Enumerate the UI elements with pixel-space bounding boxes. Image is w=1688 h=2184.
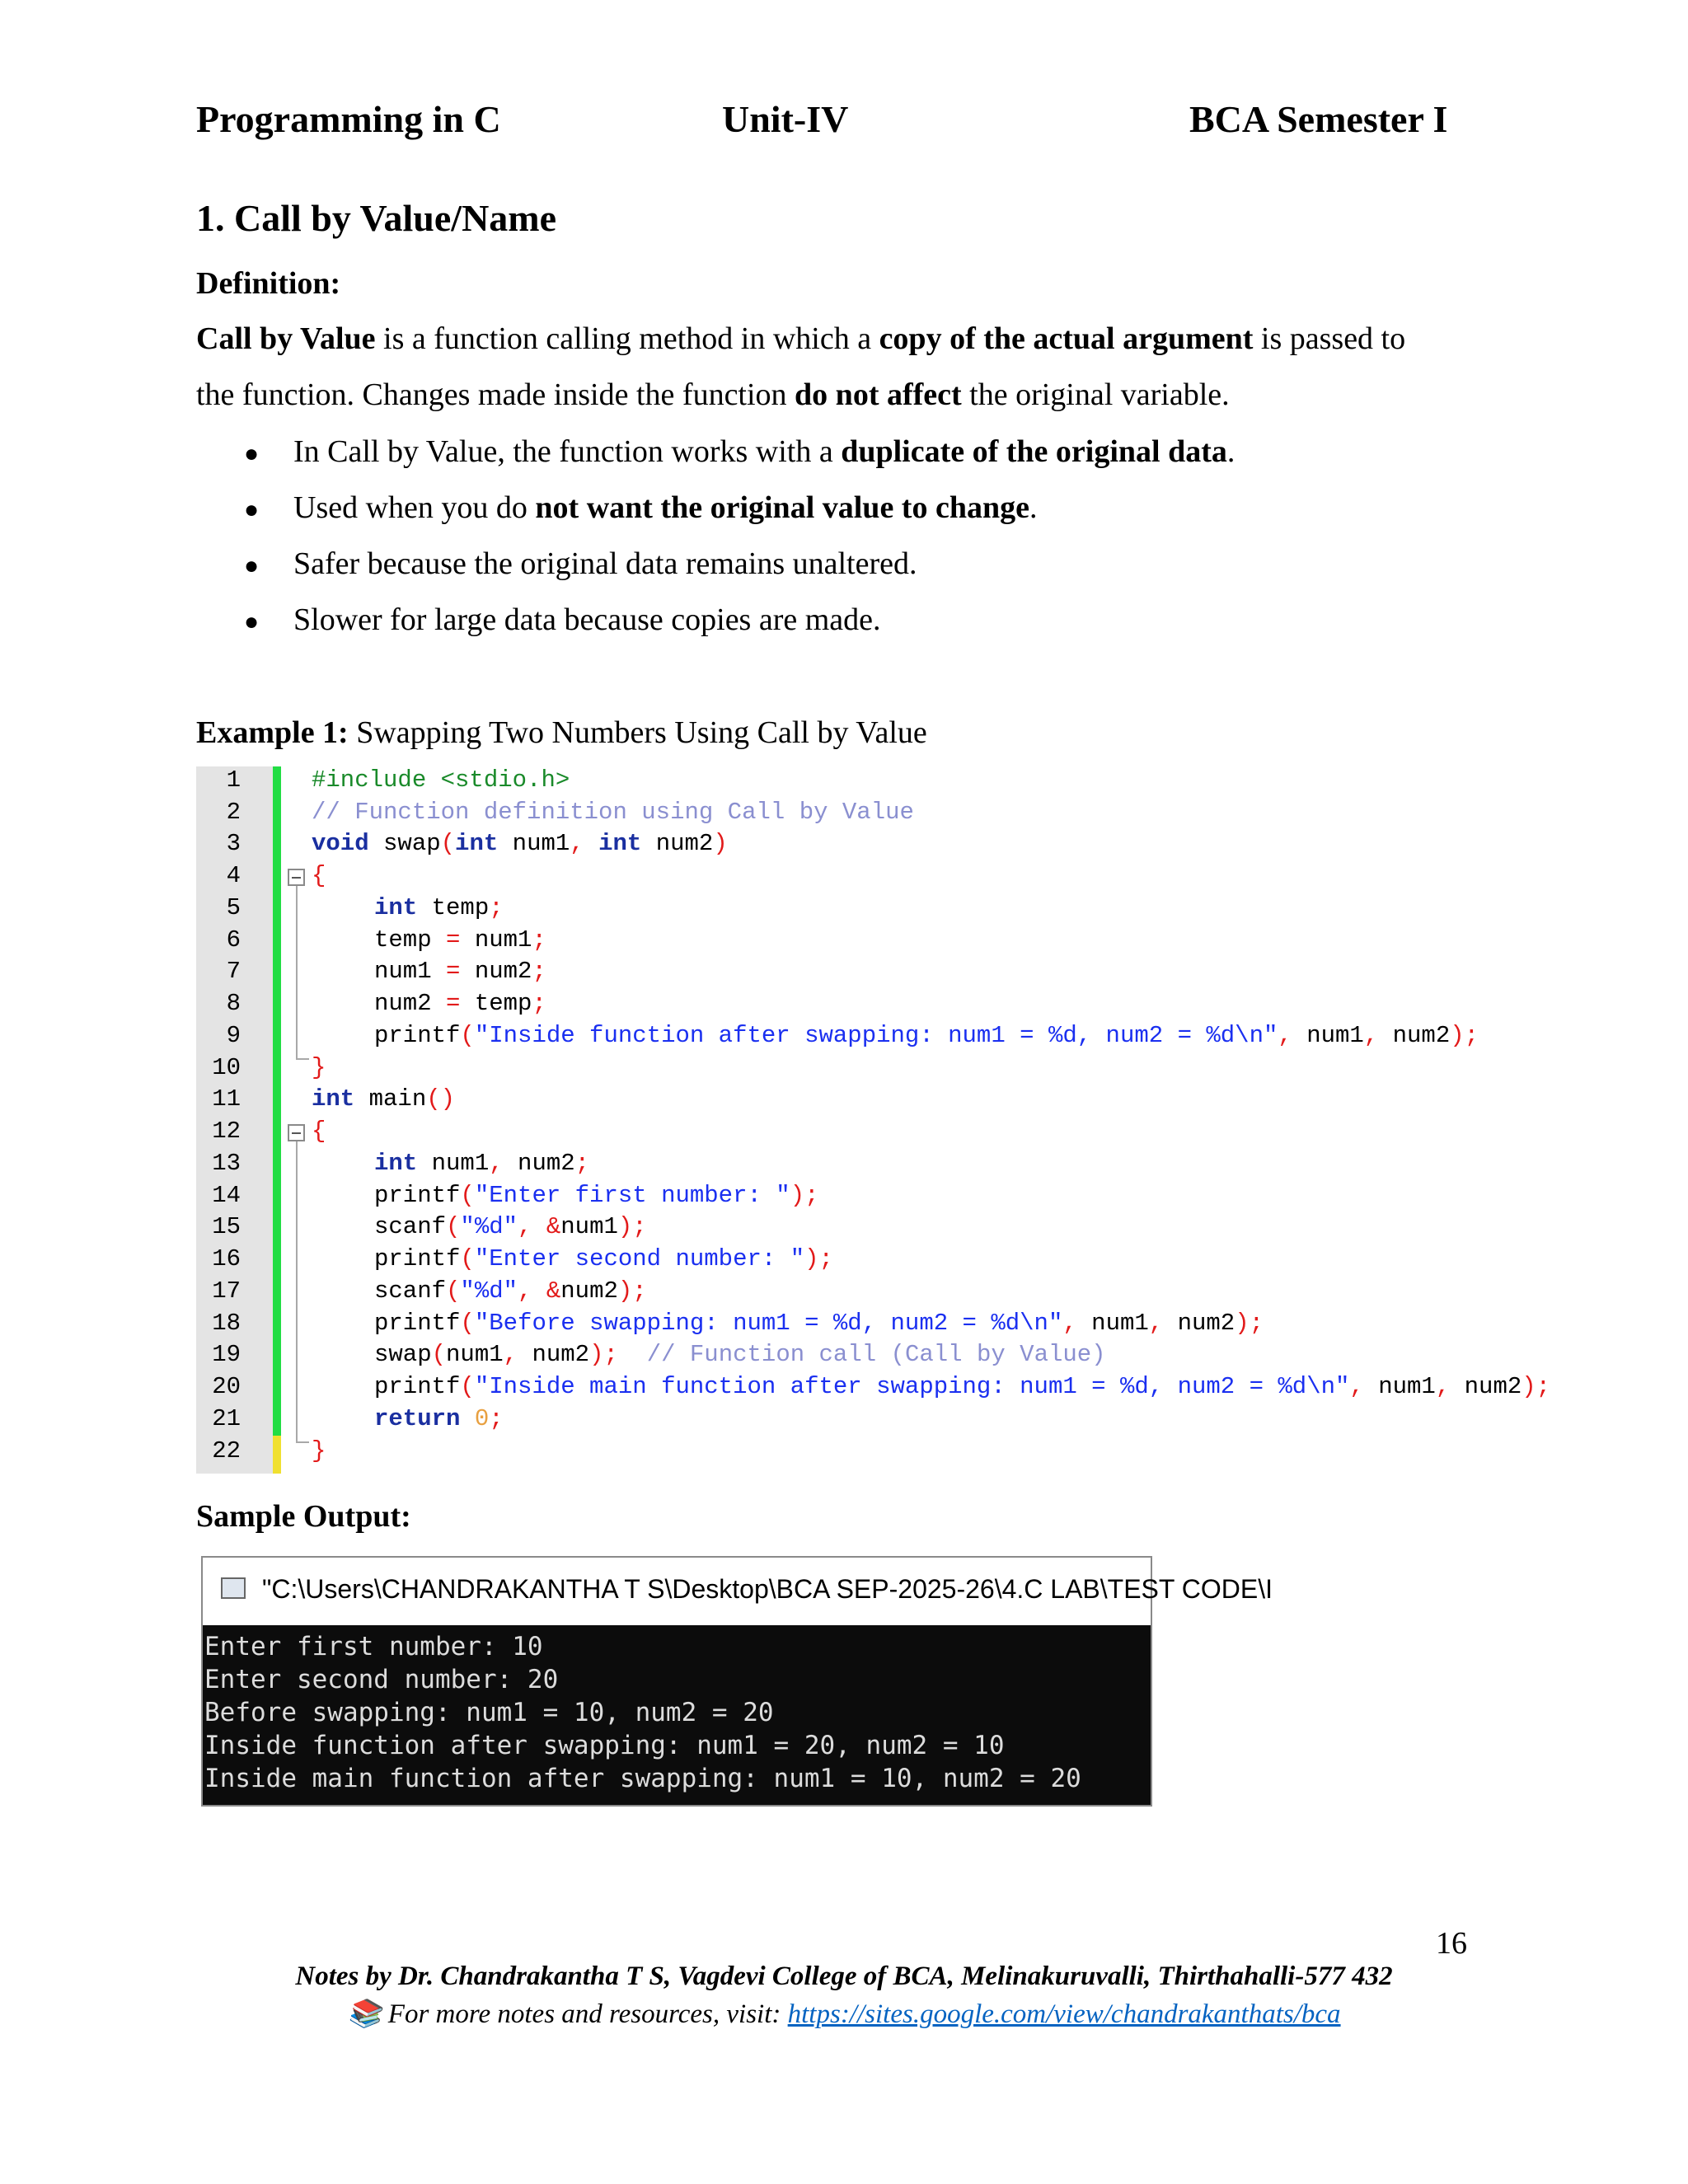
identifier: num1 <box>1292 1022 1364 1049</box>
punct: , <box>1062 1310 1077 1337</box>
header-right: BCA Semester I <box>1189 98 1448 140</box>
identifier: num1 <box>446 1341 504 1368</box>
line-number: 4 <box>226 862 241 889</box>
punct: ); <box>1450 1022 1479 1049</box>
line-number: 22 <box>212 1437 241 1465</box>
operator: = <box>446 958 461 985</box>
line-number: 12 <box>212 1118 241 1145</box>
header-center: Unit-IV <box>722 98 849 140</box>
punct: ); <box>804 1245 833 1272</box>
bullet-dot: ● <box>244 496 260 523</box>
punct: ( <box>460 1182 475 1209</box>
punct: ; <box>532 926 546 954</box>
punct: () <box>426 1085 456 1113</box>
punct: ); <box>589 1341 618 1368</box>
bullet-dot: ● <box>244 608 260 635</box>
line-number: 2 <box>226 799 241 826</box>
identifier: printf <box>374 1310 461 1337</box>
line-number: 21 <box>212 1405 241 1432</box>
code-line-13 <box>374 1150 589 1177</box>
code-line-14 <box>374 1182 819 1209</box>
fold-end <box>296 1047 309 1060</box>
identifier: printf <box>374 1373 461 1400</box>
bullet-item <box>244 490 1037 526</box>
punct: ; <box>489 1405 504 1432</box>
code-line-3 <box>312 830 728 857</box>
code-line-16 <box>374 1245 833 1272</box>
console-output <box>203 1625 1151 1805</box>
console-line: Enter first number: 10 <box>204 1632 543 1661</box>
line-number: 20 <box>212 1373 241 1400</box>
code-line-2: // Function definition using Call by Value <box>312 799 914 826</box>
punct: ( <box>431 1341 447 1368</box>
console-titlebar <box>203 1558 1273 1625</box>
paragraph-line-2 <box>196 379 1498 410</box>
identifier: num1 <box>374 958 447 985</box>
string: "%d" <box>460 1213 518 1240</box>
code-line-19 <box>374 1341 1106 1368</box>
punct: , <box>1148 1310 1164 1337</box>
code-line-9 <box>374 1022 1479 1049</box>
keyword: int <box>374 1150 418 1177</box>
punct: ( <box>460 1310 475 1337</box>
punct: ); <box>617 1277 647 1305</box>
identifier: num1 <box>498 830 570 857</box>
line-number: 9 <box>226 1022 241 1049</box>
code-line-21 <box>374 1405 504 1432</box>
text: Slower for large data because copies are made. <box>293 602 881 637</box>
code-line-5 <box>374 894 504 921</box>
definition-label: Definition: <box>196 266 341 301</box>
bold-text: duplicate of the original data <box>841 434 1227 469</box>
footer-text: For more notes and resources, visit: <box>387 1999 788 2029</box>
punct: , <box>489 1150 504 1177</box>
console-window <box>201 1556 1273 1807</box>
text: Used when you do <box>293 490 536 525</box>
term-call-by-value: Call by Value <box>196 321 376 356</box>
change-bar-yellow <box>273 1436 281 1474</box>
punct: ( <box>460 1022 475 1049</box>
identifier: temp <box>374 926 447 954</box>
line-number: 3 <box>226 830 241 857</box>
identifier: num2 <box>503 1150 575 1177</box>
code-line-17 <box>374 1277 647 1305</box>
string: "Enter first number: " <box>474 1182 790 1209</box>
keyword: return <box>374 1405 461 1432</box>
identifier: swap <box>374 1341 432 1368</box>
code-line-6 <box>374 926 546 954</box>
identifier: scanf <box>374 1213 447 1240</box>
code-line-11 <box>312 1085 455 1113</box>
example-text: Swapping Two Numbers Using Call by Value <box>348 715 927 750</box>
line-number: 7 <box>226 958 241 985</box>
text: the function. Changes made inside the function <box>196 377 795 412</box>
identifier: num2 <box>1450 1373 1522 1400</box>
bullet-dot: ● <box>244 440 260 467</box>
punct: , <box>1349 1373 1364 1400</box>
book-icon: 📚 <box>347 1999 388 2029</box>
code-line-10: } <box>312 1054 326 1081</box>
punct: ; <box>574 1150 590 1177</box>
identifier: printf <box>374 1182 461 1209</box>
line-number: 10 <box>212 1054 241 1081</box>
keyword: int <box>455 830 499 857</box>
code-line-20 <box>374 1373 1550 1400</box>
change-bar-green <box>273 766 281 1436</box>
code-line-18 <box>374 1310 1264 1337</box>
text: . <box>1029 490 1038 525</box>
bullet-item <box>244 602 881 638</box>
punct: ); <box>790 1182 819 1209</box>
identifier: temp <box>460 990 532 1017</box>
fold-end <box>296 1430 309 1443</box>
code-line-7 <box>374 958 546 985</box>
punct: ); <box>617 1213 647 1240</box>
keyword: int <box>312 1085 355 1113</box>
code-line-1: #include <stdio.h> <box>312 766 570 794</box>
text: Safer because the original data remains unaltered. <box>293 546 917 581</box>
example-label: Example 1: <box>196 715 349 750</box>
identifier: printf <box>374 1022 461 1049</box>
operator: = <box>446 926 461 954</box>
header-left: Programming in C <box>196 98 501 140</box>
identifier: num2 <box>1378 1022 1451 1049</box>
punct: ( <box>460 1373 475 1400</box>
text: is a function calling method in which a <box>375 321 879 356</box>
punct: , <box>1363 1022 1379 1049</box>
bold-text: do not affect <box>795 377 962 412</box>
identifier: scanf <box>374 1277 447 1305</box>
notes-site-link[interactable]: https://sites.google.com/view/chandrakanthats/bca <box>787 1999 1341 2029</box>
fold-guide <box>296 886 298 1051</box>
fold-collapse-icon[interactable] <box>288 869 305 886</box>
punct: ( <box>460 1245 475 1272</box>
identifier: num1 <box>460 926 532 954</box>
identifier: temp <box>417 894 490 921</box>
footer-resources <box>0 1998 1688 2030</box>
punct: ; <box>532 958 546 985</box>
string: "Inside main function after swapping: num1 = %d, num2 = %d\n" <box>474 1373 1350 1400</box>
line-number: 19 <box>212 1341 241 1368</box>
punct: ); <box>1522 1373 1551 1400</box>
identifier: num1 <box>560 1213 618 1240</box>
punct: ; <box>532 990 546 1017</box>
line-number: 14 <box>212 1182 241 1209</box>
code-line-12: { <box>312 1118 326 1145</box>
fold-collapse-icon[interactable] <box>288 1124 305 1141</box>
fold-guide <box>296 1141 298 1434</box>
bold-text: not want the original value to change <box>535 490 1029 525</box>
identifier: num2 <box>1163 1310 1236 1337</box>
identifier: num2 <box>460 958 532 985</box>
identifier: num2 <box>518 1341 590 1368</box>
code-line-4: { <box>312 862 326 889</box>
identifier: printf <box>374 1245 461 1272</box>
line-number: 6 <box>226 926 241 954</box>
section-title: 1. Call by Value/Name <box>196 197 557 239</box>
punct: ( <box>446 1277 461 1305</box>
console-line: Enter second number: 20 <box>204 1665 559 1694</box>
string: "Before swapping: num1 = %d, num2 = %d\n" <box>474 1310 1063 1337</box>
line-number: 1 <box>226 766 241 794</box>
operator: = <box>446 990 461 1017</box>
identifier: num1 <box>1076 1310 1149 1337</box>
code-line-8 <box>374 990 546 1017</box>
footer-credit: Notes by Dr. Chandrakantha T S, Vagdevi College of BCA, Melinakuruvalli, Thirthahalli-577 432 <box>295 1961 1393 1991</box>
line-number: 5 <box>226 894 241 921</box>
keyword: int <box>584 830 642 857</box>
text: In Call by Value, the function works with a <box>293 434 842 469</box>
code-editor <box>196 766 1688 1475</box>
string: "Enter second number: " <box>474 1245 805 1272</box>
punct: , <box>503 1341 518 1368</box>
identifier: num2 <box>374 990 447 1017</box>
code-line-15 <box>374 1213 647 1240</box>
line-number: 18 <box>212 1310 241 1337</box>
bullet-dot: ● <box>244 552 260 579</box>
bullet-item <box>244 546 917 582</box>
paragraph-line-1 <box>196 323 1498 354</box>
punct: , <box>1435 1373 1451 1400</box>
punct: ); <box>1235 1310 1264 1337</box>
identifier: num2 <box>560 1277 618 1305</box>
sample-output-label: Sample Output: <box>196 1499 411 1534</box>
punct: ( <box>440 830 456 857</box>
line-number: 16 <box>212 1245 241 1272</box>
identifier: num2 <box>641 830 714 857</box>
line-number: 17 <box>212 1277 241 1305</box>
punct: ) <box>713 830 728 857</box>
punct: , <box>570 830 584 857</box>
bold-text: copy of the actual argument <box>879 321 1254 356</box>
page-number: 16 <box>1436 1926 1467 1961</box>
identifier: main <box>354 1085 427 1113</box>
punct: ( <box>446 1213 461 1240</box>
line-number: 13 <box>212 1150 241 1177</box>
console-title: "C:\Users\CHANDRAKANTHA T S\Desktop\BCA SEP-2025-26\4.C LAB\TEST CODE\I <box>262 1574 1273 1604</box>
console-line: Inside main function after swapping: num1 = 10, num2 = 20 <box>204 1764 1081 1793</box>
console-app-icon <box>221 1577 246 1599</box>
example-heading <box>196 715 927 751</box>
line-number: 8 <box>226 990 241 1017</box>
text: . <box>1226 434 1236 469</box>
punct: , & <box>518 1277 561 1305</box>
line-number: 15 <box>212 1213 241 1240</box>
punct: , <box>1278 1022 1292 1049</box>
number: 0 <box>460 1405 490 1432</box>
text: is passed to <box>1253 321 1406 356</box>
bullet-item <box>244 434 1235 470</box>
identifier: num1 <box>1363 1373 1436 1400</box>
keyword: void <box>312 830 369 857</box>
keyword: int <box>374 894 418 921</box>
console-line: Before swapping: num1 = 10, num2 = 20 <box>204 1698 774 1727</box>
comment: // Function call (Call by Value) <box>617 1341 1106 1368</box>
string: "Inside function after swapping: num1 = %d, num2 = %d\n" <box>474 1022 1278 1049</box>
console-line: Inside function after swapping: num1 = 20, num2 = 10 <box>204 1731 1005 1760</box>
code-line-22: } <box>312 1437 326 1465</box>
string: "%d" <box>460 1277 518 1305</box>
identifier: swap <box>368 830 441 857</box>
punct: ; <box>489 894 504 921</box>
text: the original variable. <box>961 377 1230 412</box>
line-number: 11 <box>212 1085 241 1113</box>
punct: , & <box>518 1213 561 1240</box>
identifier: num1 <box>417 1150 490 1177</box>
